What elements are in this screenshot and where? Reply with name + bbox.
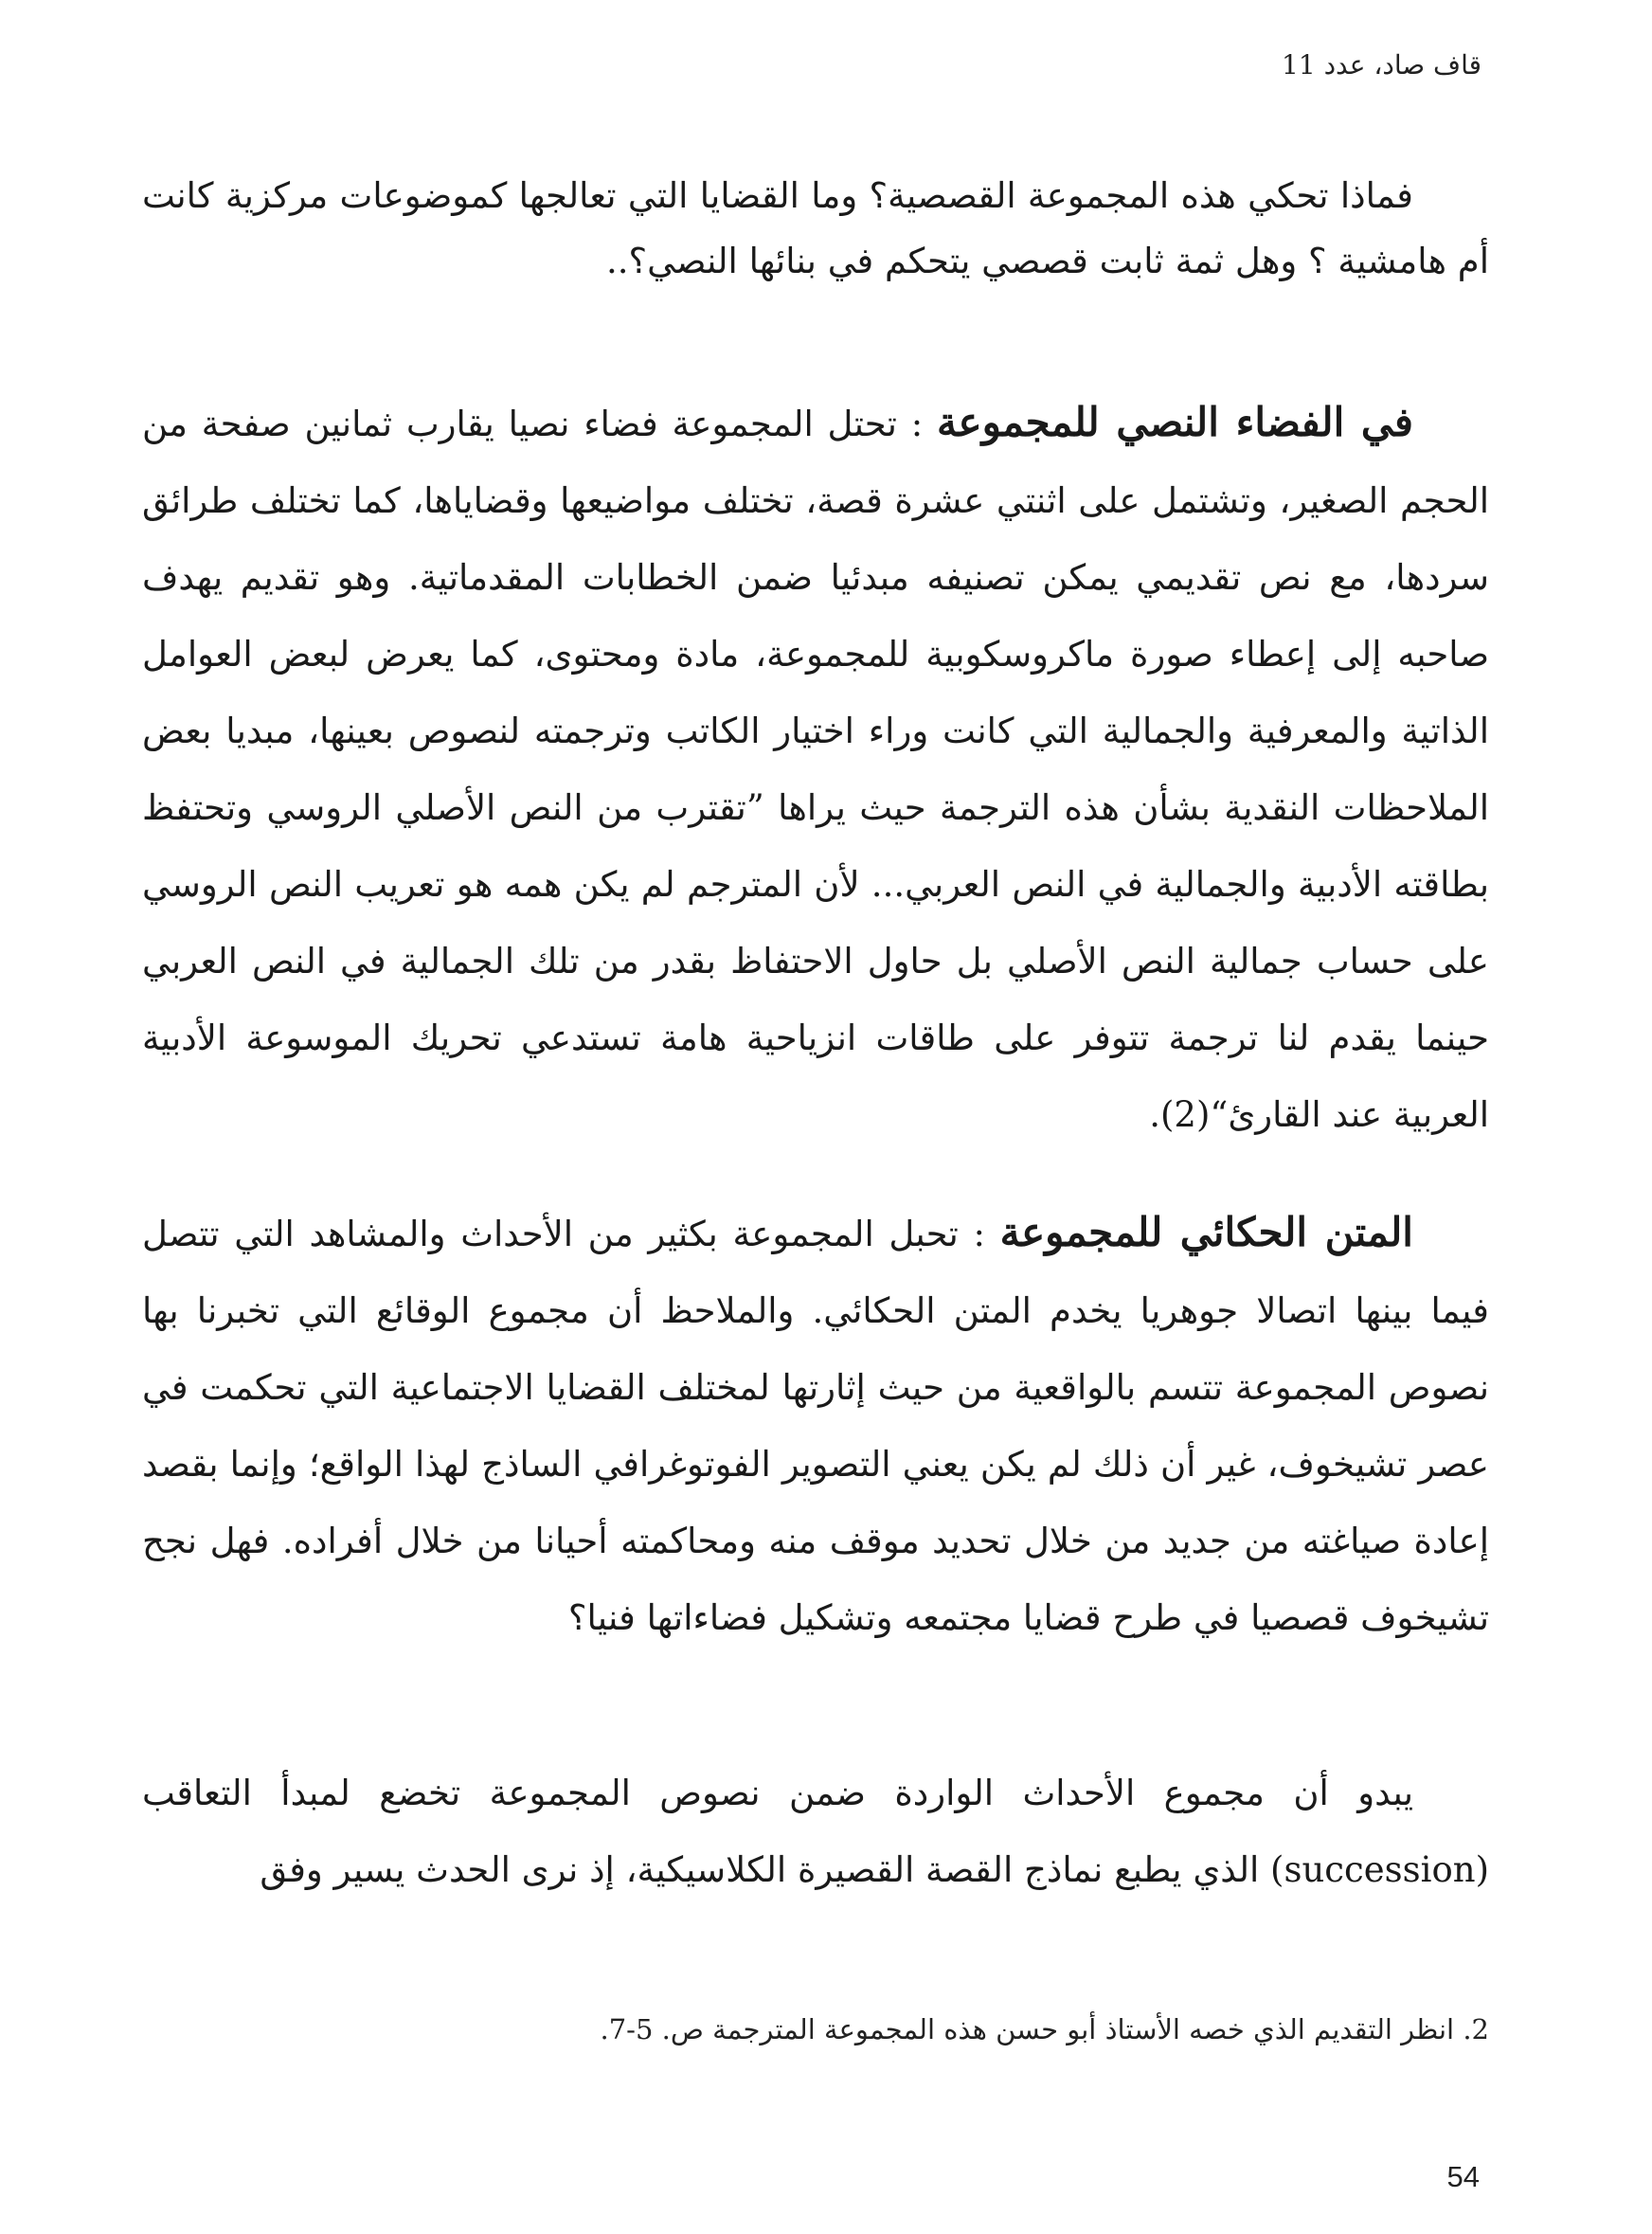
succession-paragraph: يبدو أن مجموع الأحداث الواردة ضمن نصوص المجموعة تخضع لمبدأ التعاقب (succession) الذي يطبع نماذج القصة القصيرة الكلاسيكية، إذ نرى الحدث يسير وفق [142,1773,1489,1890]
section-textual-space-text: : تحتل المجموعة فضاء نصيا يقارب ثمانين صفحة من الحجم الصغير، وتشتمل على اثنتي عشرة قصة، تختلف مواضيعها وقضاياها، كما تختلف طرائق سردها، مع نص تقديمي يمكن تصنيفه مبدئيا ضمن الخطابات المقدماتية. وهو تقديم يهدف صاحبه إلى إعطاء صورة ماكروسكوبية للمجموعة، مادة ومحتوى، كما يعرض لبعض العوامل الذاتية والمعرفية والجمالية التي كانت وراء اختيار الكاتب وترجمته لنصوص بعينها، مبديا بعض الملاحظات النقدية بشأن هذه الترجمة حيث يراها ”تقترب من النص الأصلي الروسي وتحتفظ بطاقته الأدبية والجمالية في النص العربي... لأن المترجم لم يكن همه هو تعريب النص الروسي على حساب جمالية النص الأصلي بل حاول الاحتفاظ بقدر من تلك الجمالية في النص العربي حينما يقدم لنا ترجمة تتوفر على طاقات انزياحية هامة تستدعي تحريك الموسوعة الأدبية العربية عند القارئ“(2). [142,404,1489,1135]
section-textual-space [142,384,1489,1153]
section-heading-textual-space: في الفضاء النصي للمجموعة [937,399,1413,445]
section-narrative-corpus-text: : تحبل المجموعة بكثير من الأحداث والمشاهد التي تتصل فيما بينها اتصالا جوهريا يخدم المتن الحكائي. والملاحظ أن مجموع الوقائع التي تخبرنا بها نصوص المجموعة تتسم بالواقعية من حيث إثارتها لمختلف القضايا الاجتماعية التي تحكمت في عصر تشيخوف، غير أن ذلك لم يكن يعني التصوير الفوتوغرافي الساذج لهذا الواقع؛ وإنما بقصد إعادة صياغته من جديد من خلال تحديد موقف منه ومحاكمته أحيانا من خلال أفراده. فهل نجح تشيخوف قصصيا في طرح قضايا مجتمعه وتشكيل فضاءاتها فنيا؟ [142,1214,1489,1638]
intro-paragraph: فماذا تحكي هذه المجموعة القصصية؟ وما القضايا التي تعالجها كموضوعات مركزية كانت أم هامشية ؟ وهل ثمة ثابت قصصي يتحكم في بنائها النصي؟.. [142,175,1489,281]
footnote: 2. انظر التقديم الذي خصه الأستاذ أبو حسن هذه المجموعة المترجمة ص. 5-7. [600,2013,1489,2045]
page-number: 54 [1446,2160,1480,2193]
section-heading-narrative-corpus: المتن الحكائي للمجموعة [999,1209,1413,1255]
running-header: قاف صاد، عدد 11 [1282,49,1481,81]
succession-paragraph-block [142,1755,1489,1908]
section-narrative-corpus-paragraph [142,1194,1489,1656]
intro-paragraph-block [142,163,1489,294]
section-textual-space-paragraph [142,384,1489,1153]
section-narrative-corpus [142,1194,1489,1656]
